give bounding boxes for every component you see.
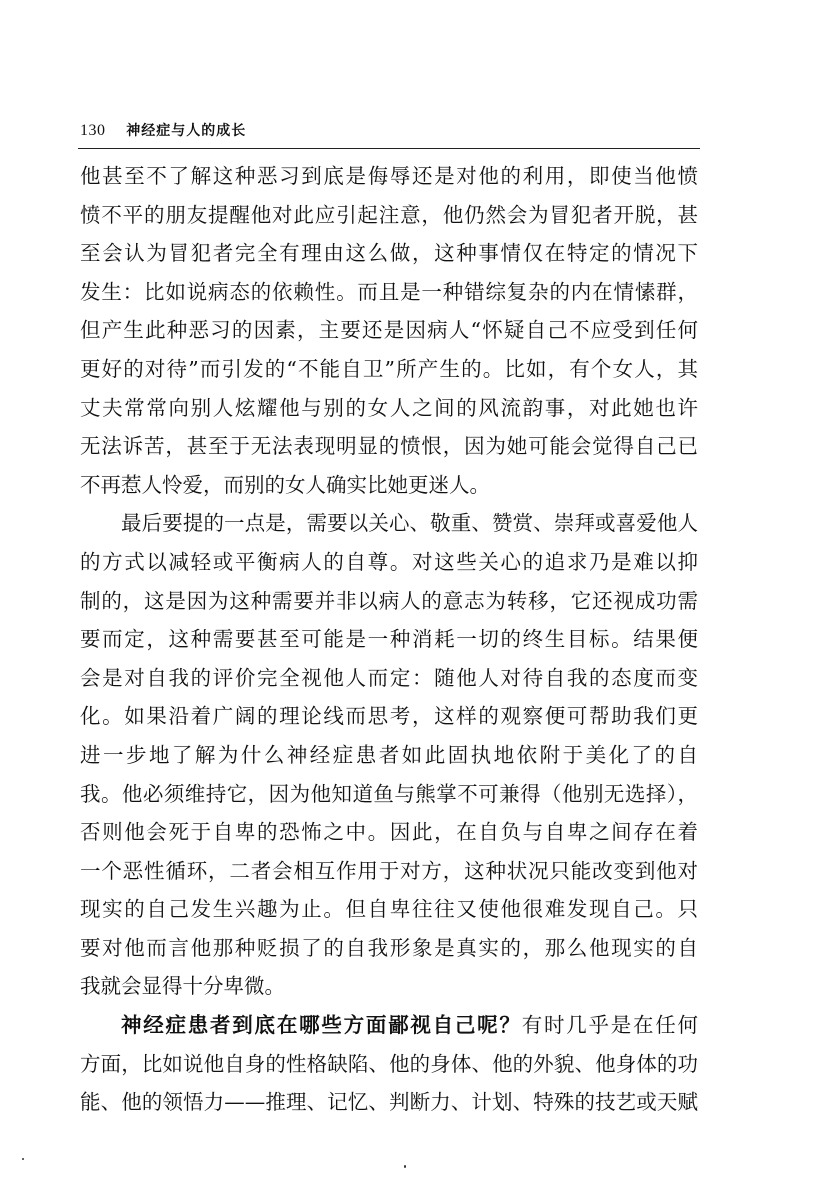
text-line: [80, 1006, 698, 1045]
text-line: 制的，这是因为这种需要并非以病人的意志为转移，它还视成功需: [80, 588, 698, 613]
text-line: 无法诉苦，甚至于无法表现明显的愤恨，因为她可能会觉得自己已: [80, 434, 698, 459]
paragraph-1: [80, 157, 698, 504]
text-line: 发生：比如说病态的依赖性。而且是一种错综复杂的内在情愫群，: [80, 279, 698, 304]
text-line: 化。如果沿着广阔的理论线而思考，这样的观察便可帮助我们更: [80, 704, 698, 729]
text-line: 方面，比如说他自身的性格缺陷、他的身体、他的外貌、他身体的功: [80, 1051, 698, 1076]
text-line: 我。他必须维持它，因为他知道鱼与熊掌不可兼得（他别无选择），: [80, 781, 698, 806]
body-text: [80, 157, 698, 1122]
text-line: 他甚至不了解这种恶习到底是侮辱还是对他的利用，即使当他愤: [80, 164, 698, 188]
text-line: 愤不平的朋友提醒他对此应引起注意，他仍然会为冒犯者开脱，甚: [80, 202, 698, 227]
text-line: 现实的自己发生兴趣为止。但自卑往往又使他很难发现自己。只: [80, 897, 698, 922]
text-line: 要对他而言他那种贬损了的自我形象是真实的，那么他现实的自: [80, 935, 698, 960]
text-line: 我就会显得十分卑微。: [80, 974, 285, 999]
page-number: 130: [80, 122, 106, 139]
paragraph-2: [80, 504, 698, 1006]
text-line: 要而定，这种需要甚至可能是一种消耗一切的终生目标。结果便: [80, 627, 698, 652]
scan-speck: [22, 1158, 24, 1160]
scan-speck: [404, 1165, 406, 1168]
text-line: 不再惹人怜爱，而别的女人确实比她更迷人。: [80, 472, 490, 497]
text-line: 最后要提的一点是，需要以关心、敬重、赞赏、崇拜或喜爱他人: [121, 511, 698, 536]
text-line: 至会认为冒犯者完全有理由这么做，这种事情仅在特定的情况下: [80, 241, 698, 266]
text-line: 否则他会死于自卑的恐怖之中。因此，在自负与自卑之间存在着: [80, 820, 698, 845]
text-line: 会是对自我的评价完全视他人而定：随他人对待自我的态度而变: [80, 665, 698, 690]
text-run: 有时几乎是在任何: [521, 1013, 698, 1038]
paragraph-3: [80, 1006, 698, 1122]
book-title: 神经症与人的成长: [126, 123, 247, 139]
text-line: 能、他的领悟力——推理、记忆、判断力、计划、特殊的技艺或天赋: [80, 1090, 698, 1115]
text-line: 丈夫常常向别人炫耀他与别的女人之间的风流韵事，对此她也许: [80, 395, 698, 420]
text-line: 进一步地了解为什么神经症患者如此固执地依附于美化了的自: [80, 742, 698, 767]
text-line: 一个恶性循环，二者会相互作用于对方，这种状况只能改变到他对: [80, 858, 698, 883]
text-line: 的方式以减轻或平衡病人的自尊。对这些关心的追求乃是难以抑: [80, 549, 698, 574]
text-line: 更好的对待”而引发的“不能自卫”所产生的。比如，有个女人，其: [80, 356, 698, 381]
header-rule: [78, 148, 700, 149]
bold-question: 神经症患者到底在哪些方面鄙视自己呢？: [121, 1013, 522, 1038]
running-head: [80, 116, 700, 144]
text-line: 但产生此种恶习的因素，主要还是因病人“怀疑自己不应受到任何: [80, 318, 698, 343]
